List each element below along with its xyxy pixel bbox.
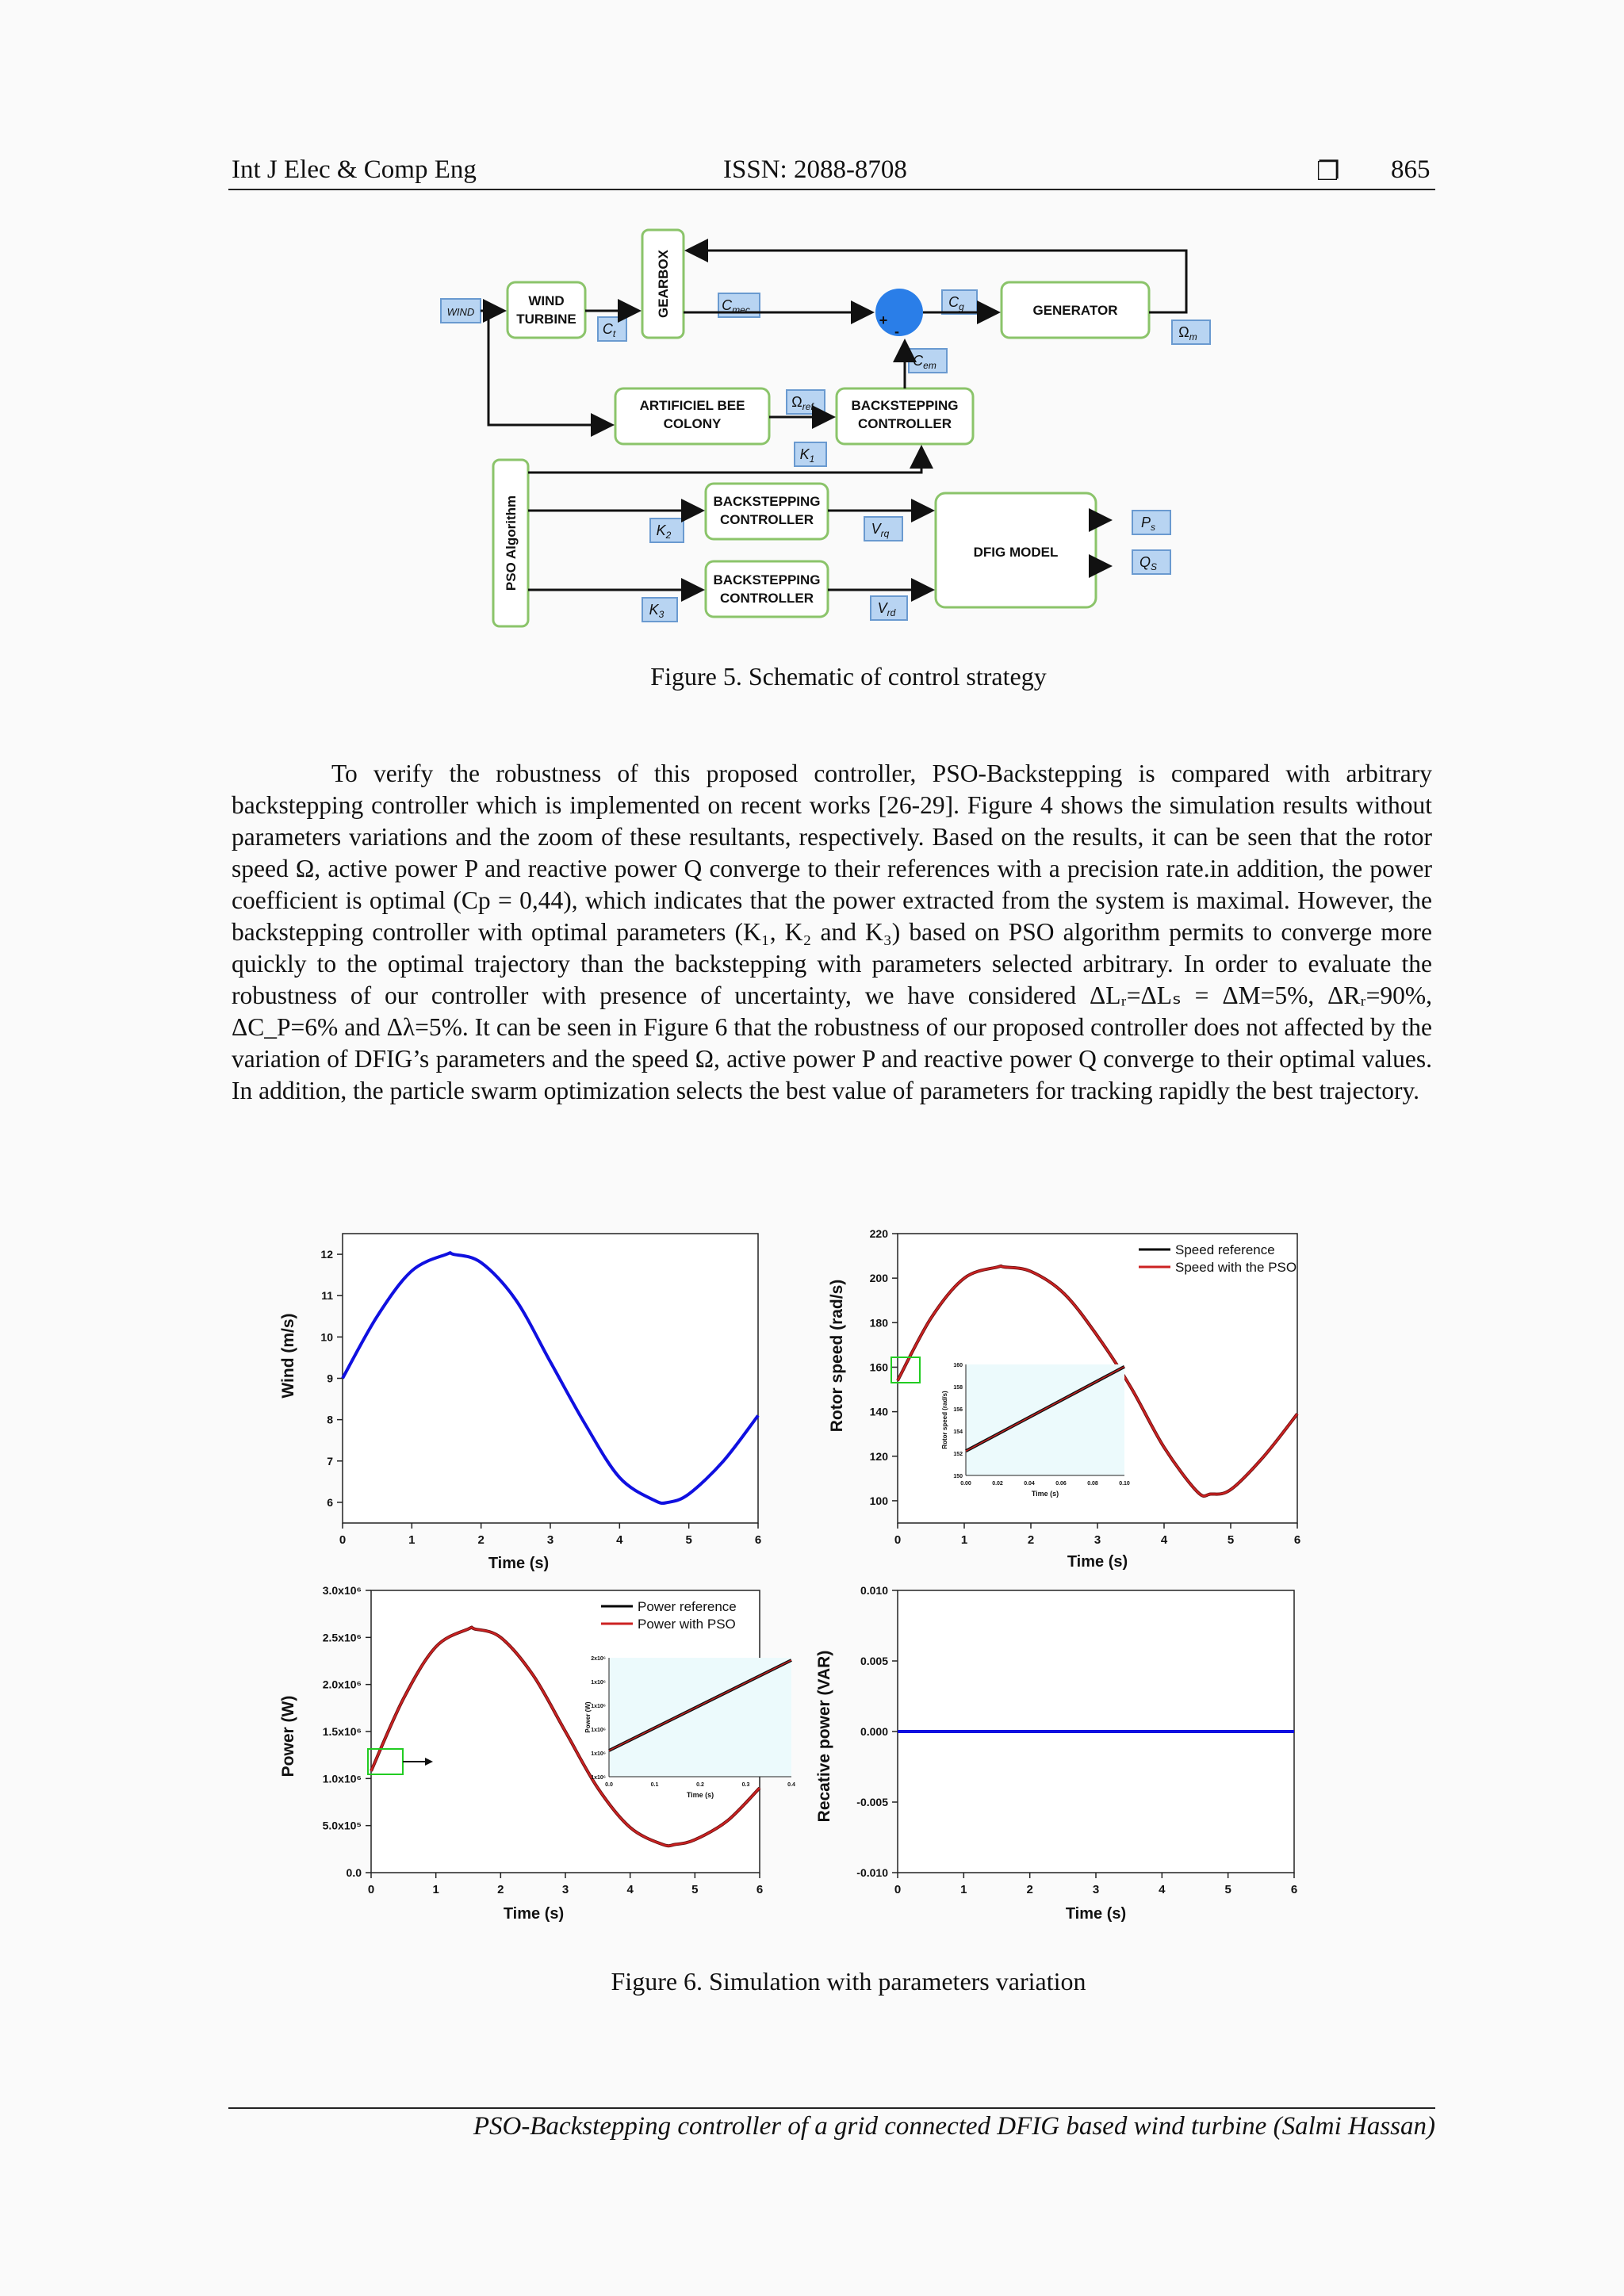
x-tick-label: 2 <box>1027 1533 1035 1547</box>
inset-y-tick-label: 152 <box>953 1452 963 1457</box>
body-paragraph: To verify the robustness of this proposed controller, PSO-Backstepping is compared with arbitrary backstepping controller which is implemented on recent works [26-29]. Figure 4 shows the simulation results without parameters variations and the zoom of these resultants, respectively. Based on the results, it can be seen that the rotor speed Ω, active power P and reactive power Q converge to their references with a precision rate.in addition, the power coefficient is optimal (Cp = 0,44), which indicates that the power extracted from the system is maximal. However, the backstepping controller with optimal parameters (K₁, K₂ and K₃) based on PSO algorithm permits to converge more quickly to the optimal trajectory than the backstepping with parameters selected arbitrary. In order to evaluate the robustness of our controller with presence of uncertainty, we have considered ΔLᵣ=ΔLₛ = ΔM=5%, ΔRᵣ=90%, ΔC_P=6% and Δλ=5%. It can be seen in Figure 6 that the robustness of our proposed controller does not affected by the variation of DFIG’s parameters and the speed Ω, active power P and reactive power Q converge to their optimal values. In addition, the particle swarm optimization selects the best value of parameters for tracking rapidly the best trajectory. <box>232 760 1432 1104</box>
x-axis-label: Time (s) <box>488 1555 550 1572</box>
svg-text:Vrq: $V_{rq}$ <box>871 521 890 539</box>
y-tick-label: 1.5x10⁶ <box>322 1725 362 1738</box>
y-tick-label: 8 <box>327 1413 333 1426</box>
inset-y-tick-label: 1x10⁶ <box>591 1728 606 1733</box>
y-tick-label: 100 <box>869 1494 888 1507</box>
inset-y-tick-label: 160 <box>953 1363 963 1368</box>
inset-x-label: Time (s) <box>1031 1490 1059 1498</box>
abc-label-1: ARTIFICIEL BEE <box>639 398 745 413</box>
footer-rule <box>228 2107 1435 2109</box>
figure-5-diagram <box>0 0 1624 650</box>
y-axis-label: Power (W) <box>279 1695 297 1777</box>
x-tick-label: 1 <box>960 1533 968 1547</box>
inset-x-tick-label: 0.1 <box>650 1782 659 1788</box>
y-tick-label: 180 <box>869 1316 888 1330</box>
y-tick-label: 11 <box>321 1289 333 1303</box>
x-tick-label: 0 <box>894 1533 902 1547</box>
x-tick-label: 5 <box>1227 1533 1235 1547</box>
y-tick-label: 7 <box>327 1454 333 1468</box>
page-number: 865 <box>1391 155 1431 184</box>
x-tick-label: 1 <box>432 1883 439 1896</box>
bs-d-label-2: CONTROLLER <box>719 591 814 606</box>
inset-x-tick-label: 0.4 <box>787 1782 795 1788</box>
svg-text:Ωref: $\Omega_{ref}$ <box>791 394 814 412</box>
x-tick-label: 6 <box>756 1883 764 1896</box>
journal-name: Int J Elec & Comp Eng <box>232 155 477 184</box>
x-tick-label: 3 <box>546 1533 554 1547</box>
legend-label: Speed with the PSO <box>1175 1260 1297 1275</box>
y-tick-label: 12 <box>320 1248 333 1261</box>
inset-x-tick-label: 0.04 <box>1024 1481 1035 1487</box>
inset-y-label: Power (W) <box>584 1701 592 1733</box>
inset-y-tick-label: 1x10⁶ <box>591 1704 606 1709</box>
svg-text:Cmec: $C_{mec}$ <box>722 297 750 316</box>
chart-panel-3 <box>279 1584 795 1923</box>
svg-text:Ωm: $\Omega_m$ <box>1178 324 1197 342</box>
plus-sign: + <box>879 312 888 328</box>
svg-text:Ct: $C_t$ <box>602 321 616 339</box>
svg-text:K1: $K_1$ <box>799 446 815 465</box>
x-tick-label: 0 <box>367 1883 375 1896</box>
box-icon: ❐ <box>1316 158 1340 186</box>
x-tick-label: 0 <box>339 1533 347 1547</box>
y-tick-label: 9 <box>327 1372 333 1385</box>
figure-6-charts <box>0 1213 1624 1927</box>
y-tick-label: 10 <box>320 1330 333 1344</box>
svg-text:Cg: $C_g$ <box>948 294 964 312</box>
x-tick-label: 6 <box>1293 1533 1301 1547</box>
dfig-label: DFIG MODEL <box>973 545 1059 560</box>
svg-text:Vrd: $V_{rd}$ <box>877 600 896 618</box>
svg-text:K3: $K_3$ <box>649 602 665 620</box>
y-axis-label: Recative power (VAR) <box>815 1650 833 1823</box>
chart-panel-2 <box>828 1227 1300 1571</box>
backstepping-q-block <box>706 484 828 539</box>
inset-y-label: Rotor speed (rad/s) <box>941 1391 948 1449</box>
svg-text:Cem: $C_{em}$ <box>913 353 936 371</box>
inset-y-tick-label: 156 <box>953 1407 963 1413</box>
legend-label: Speed reference <box>1175 1242 1275 1257</box>
y-tick-label: 0.010 <box>860 1584 888 1597</box>
abc-label-2: COLONY <box>663 416 722 431</box>
y-tick-label: 6 <box>327 1495 333 1509</box>
x-tick-label: 4 <box>1160 1533 1168 1547</box>
y-tick-label: 1.0x10⁶ <box>322 1772 362 1785</box>
y-tick-label: -0.005 <box>856 1796 888 1808</box>
x-tick-label: 0 <box>894 1883 902 1896</box>
bs-speed-label-2: CONTROLLER <box>857 416 952 431</box>
legend-label: Power reference <box>638 1599 737 1614</box>
x-tick-label: 2 <box>497 1883 504 1896</box>
inset-x-tick-label: 0.0 <box>605 1782 613 1788</box>
x-tick-label: 5 <box>1224 1883 1231 1896</box>
wind-signal-label: WIND <box>446 306 475 318</box>
inset-x-label: Time (s) <box>686 1791 714 1799</box>
x-axis-label: Time (s) <box>503 1905 565 1923</box>
x-tick-label: 5 <box>691 1883 699 1896</box>
inset-x-tick-label: 0.08 <box>1087 1481 1098 1487</box>
legend-label: Power with PSO <box>638 1617 736 1632</box>
x-axis-label: Time (s) <box>1065 1905 1127 1923</box>
x-tick-label: 4 <box>1159 1883 1166 1896</box>
figure-6-caption: Figure 6. Simulation with parameters variation <box>611 1967 1086 1996</box>
x-tick-label: 6 <box>1290 1883 1298 1896</box>
inset-x-tick-label: 0.3 <box>741 1782 750 1788</box>
y-tick-label: 160 <box>869 1360 888 1374</box>
y-tick-label: -0.010 <box>856 1866 888 1879</box>
inset-y-tick-label: 2x10⁶ <box>591 1656 606 1662</box>
x-tick-label: 1 <box>960 1883 967 1896</box>
inset-x-tick-label: 0.2 <box>696 1782 704 1788</box>
inset-x-tick-label: 0.00 <box>960 1481 971 1487</box>
bs-q-label-2: CONTROLLER <box>719 512 814 527</box>
x-tick-label: 5 <box>685 1533 692 1547</box>
inset-y-tick-label: 154 <box>953 1429 963 1435</box>
x-tick-label: 3 <box>1094 1533 1101 1547</box>
issn: ISSN: 2088-8708 <box>723 155 907 184</box>
backstepping-d-block <box>706 561 828 617</box>
wind-turbine-label-1: WIND <box>528 293 565 308</box>
bs-q-label-1: BACKSTEPPING <box>713 494 821 509</box>
y-tick-label: 0.0 <box>346 1866 362 1879</box>
bs-speed-label-1: BACKSTEPPING <box>851 398 959 413</box>
y-tick-label: 220 <box>869 1227 888 1240</box>
x-tick-label: 4 <box>626 1883 634 1896</box>
x-tick-label: 3 <box>1092 1883 1100 1896</box>
inset-y-tick-label: 150 <box>953 1474 963 1479</box>
figure-5-caption: Figure 5. Schematic of control strategy <box>650 662 1047 691</box>
bs-d-label-1: BACKSTEPPING <box>713 572 821 587</box>
x-tick-label: 2 <box>477 1533 485 1547</box>
minus-sign: - <box>894 323 899 339</box>
svg-text:QS: $Q_S$ <box>1139 554 1158 572</box>
y-tick-label: 0.005 <box>860 1655 888 1667</box>
x-tick-label: 4 <box>616 1533 623 1547</box>
pso-label: PSO Algorithm <box>504 495 519 591</box>
y-tick-label: 200 <box>869 1272 888 1285</box>
gearbox-label: GEARBOX <box>656 250 671 318</box>
y-axis-label: Wind (m/s) <box>279 1313 297 1399</box>
wind-turbine-label-2: TURBINE <box>516 312 576 327</box>
svg-text:K2: $K_2$ <box>656 522 672 541</box>
x-tick-label: 6 <box>754 1533 762 1547</box>
inset-y-tick-label: 158 <box>953 1385 963 1391</box>
x-tick-label: 2 <box>1026 1883 1033 1896</box>
x-tick-label: 1 <box>408 1533 416 1547</box>
inset-x-tick-label: 0.10 <box>1119 1481 1130 1487</box>
generator-label: GENERATOR <box>1032 303 1118 318</box>
footer-text: PSO-Backstepping controller of a grid connected DFIG based wind turbine (Salmi Hassan) <box>473 2112 1435 2141</box>
chart-panel-4 <box>815 1584 1297 1923</box>
inset-y-tick-label: 1x10⁶ <box>591 1680 606 1686</box>
chart-panel-1 <box>279 1234 761 1572</box>
y-tick-label: 2.5x10⁶ <box>322 1631 362 1644</box>
x-axis-label: Time (s) <box>1067 1553 1128 1571</box>
y-tick-label: 2.0x10⁶ <box>322 1678 362 1691</box>
inset-y-tick-label: 1x10⁶ <box>591 1775 606 1781</box>
x-tick-label: 3 <box>561 1883 569 1896</box>
inset-background <box>609 1658 791 1777</box>
wind-turbine-block <box>508 282 585 338</box>
y-tick-label: 5.0x10⁵ <box>322 1819 362 1832</box>
inset-y-tick-label: 1x10⁶ <box>591 1751 606 1757</box>
y-tick-label: 140 <box>869 1405 888 1418</box>
inset-x-tick-label: 0.06 <box>1055 1481 1067 1487</box>
inset-x-tick-label: 0.02 <box>992 1481 1003 1487</box>
y-axis-label: Rotor speed (rad/s) <box>828 1279 846 1433</box>
y-tick-label: 3.0x10⁶ <box>322 1584 362 1597</box>
svg-text:Ps: $P_s$ <box>1140 515 1156 533</box>
y-tick-label: 0.000 <box>860 1725 888 1738</box>
y-tick-label: 120 <box>869 1449 888 1463</box>
